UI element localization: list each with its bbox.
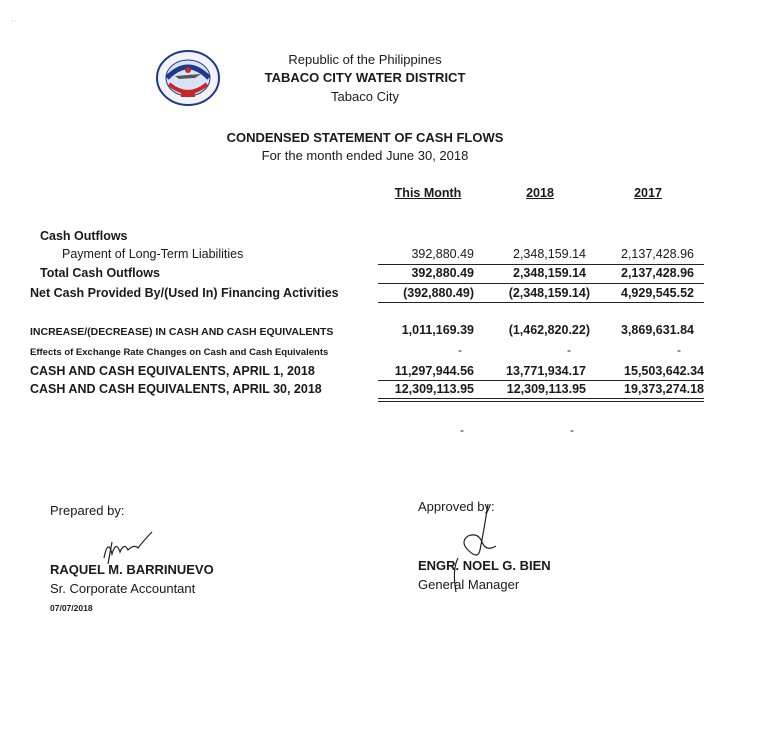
double-rule-bottom [378, 401, 704, 402]
prepared-by-date: 07/07/2018 [50, 603, 93, 613]
header-district-name: TABACO CITY WATER DISTRICT [264, 70, 466, 85]
value-increase-2017: 3,869,631.84 [621, 323, 694, 337]
value-cash-apr30-2018: 12,309,113.95 [506, 382, 586, 396]
value-net-financing-2018: (2,348,159.14) [508, 286, 590, 300]
value-cash-apr1-2018: 13,771,934.17 [506, 364, 586, 378]
row-label-cash-apr1: CASH AND CASH EQUIVALENTS, APRIL 1, 2018 [30, 364, 315, 378]
stray-mark: - [570, 423, 574, 437]
approved-by-title: General Manager [418, 577, 520, 592]
row-label-net-financing: Net Cash Provided By/(Used In) Financing Activities [30, 286, 339, 300]
approved-by-caption: Approved by: [418, 499, 495, 514]
row-label-total-outflows: Total Cash Outflows [40, 266, 160, 280]
column-header-2017: 2017 [634, 186, 662, 200]
rule-payment [378, 264, 704, 265]
value-increase-2018: (1,462,820.22) [508, 323, 590, 337]
value-increase-month: 1,011,169.39 [401, 323, 474, 337]
scan-speck: ' ' [12, 20, 17, 27]
prepared-by-caption: Prepared by: [50, 503, 125, 518]
value-total-outflows-month: 392,880.49 [411, 266, 474, 280]
statement-title: CONDENSED STATEMENT OF CASH FLOWS [226, 130, 504, 145]
row-label-cash-apr30: CASH AND CASH EQUIVALENTS, APRIL 30, 2018 [30, 382, 322, 396]
approved-by-name: ENGR. NOEL G. BIEN [418, 558, 551, 573]
rule-total-outflows [378, 283, 704, 284]
rule-cash-apr1 [378, 380, 704, 381]
double-rule-top [378, 398, 704, 399]
header-republic: Republic of the Philippines [288, 52, 442, 67]
column-header-2018: 2018 [526, 186, 554, 200]
column-header-this-month: This Month [394, 186, 462, 200]
value-cash-apr1-2017: 15,503,642.34 [624, 364, 704, 378]
value-net-financing-2017: 4,929,545.52 [621, 286, 694, 300]
value-total-outflows-2017: 2,137,428.96 [621, 266, 694, 280]
value-total-outflows-2018: 2,348,159.14 [513, 266, 586, 280]
value-fx-effects-2018: - [567, 343, 571, 357]
prepared-by-name: RAQUEL M. BARRINUEVO [50, 562, 214, 577]
stray-mark: - [460, 423, 464, 437]
header-city: Tabaco City [331, 89, 399, 104]
row-label-payment-lt: Payment of Long-Term Liabilities [62, 247, 244, 261]
value-fx-effects-month: - [458, 343, 462, 357]
rule-net-financing [378, 302, 704, 303]
row-label-increase: INCREASE/(DECREASE) IN CASH AND CASH EQUIVALENTS [30, 326, 334, 338]
value-cash-apr30-2017: 19,373,274.18 [624, 382, 704, 396]
value-net-financing-month: (392,880.49) [403, 286, 474, 300]
value-payment-lt-2017: 2,137,428.96 [621, 247, 694, 261]
water-district-logo [155, 48, 221, 108]
prepared-by-title: Sr. Corporate Accountant [50, 581, 196, 596]
value-cash-apr30-month: 12,309,113.95 [394, 382, 474, 396]
statement-subtitle: For the month ended June 30, 2018 [261, 148, 469, 163]
value-payment-lt-2018: 2,348,159.14 [513, 247, 586, 261]
row-label-fx-effects: Effects of Exchange Rate Changes on Cash and Cash Equivalents [30, 347, 329, 358]
value-payment-lt-month: 392,880.49 [411, 247, 474, 261]
value-fx-effects-2017: - [677, 343, 681, 357]
value-cash-apr1-month: 11,297,944.56 [394, 364, 474, 378]
row-label-cash-outflows: Cash Outflows [40, 229, 128, 243]
